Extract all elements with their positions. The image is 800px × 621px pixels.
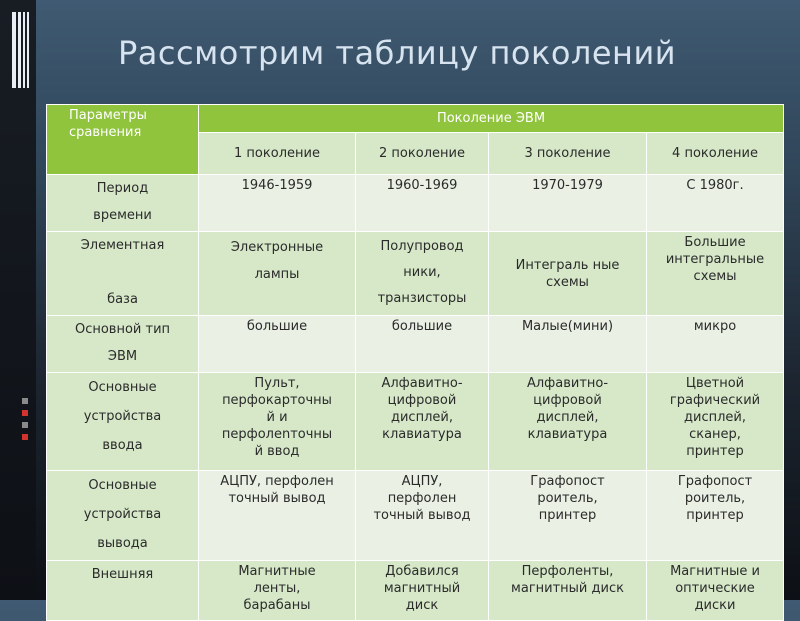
header-params: Параметры сравнения — [47, 105, 199, 175]
table-cell: Графопост роитель, принтер — [489, 471, 647, 561]
table-cell: АЦПУ, перфолен точный вывод — [199, 471, 356, 561]
table-cell: Магнитные и оптические диски — [647, 561, 784, 621]
row-label: Период времени — [47, 175, 199, 232]
table-row — [47, 316, 784, 373]
decor-square — [22, 434, 28, 440]
table-row — [47, 373, 784, 471]
decor-stripe — [12, 12, 16, 88]
decor-stripe — [18, 12, 21, 88]
table-row — [47, 561, 784, 621]
table-cell: Графопост роитель, принтер — [647, 471, 784, 561]
generations-table — [46, 104, 784, 621]
table-cell: Алфавитно- цифровой дисплей, клавиатура — [356, 373, 489, 471]
table-cell: большие — [356, 316, 489, 373]
table-cell: Добавился магнитный диск — [356, 561, 489, 621]
subheader-gen-4: 4 поколение — [647, 133, 784, 175]
row-label: Основные устройства вывода — [47, 471, 199, 561]
subheader-gen-2: 2 поколение — [356, 133, 489, 175]
table-cell: Большие интегральные схемы — [647, 232, 784, 316]
row-label: Элементная база — [47, 232, 199, 316]
table-row — [47, 175, 784, 232]
row-label: Внешняя — [47, 561, 199, 621]
left-decor-band — [0, 0, 36, 600]
table-row — [47, 232, 784, 316]
row-label: Основные устройства ввода — [47, 373, 199, 471]
subheader-gen-3: 3 поколение — [489, 133, 647, 175]
table-cell: большие — [199, 316, 356, 373]
table-cell: микро — [647, 316, 784, 373]
table-cell: Интеграль ные схемы — [489, 232, 647, 316]
table-cell: 1970-1979 — [489, 175, 647, 232]
decor-square — [22, 422, 28, 428]
table-cell: Алфавитно- цифровой дисплей, клавиатура — [489, 373, 647, 471]
table-cell: Магнитные ленты, барабаны — [199, 561, 356, 621]
subheader-gen-1: 1 поколение — [199, 133, 356, 175]
table-cell: 1946-1959 — [199, 175, 356, 232]
decor-square — [22, 398, 28, 404]
table-cell: Малые(мини) — [489, 316, 647, 373]
decor-stripe — [23, 12, 25, 88]
table-cell: Перфоленты, магнитный диск — [489, 561, 647, 621]
table-row — [47, 471, 784, 561]
table-cell: Пульт, перфокарточны й и перфолenточны й ввод — [199, 373, 356, 471]
decor-stripe — [27, 12, 29, 88]
table-cell: 1960-1969 — [356, 175, 489, 232]
row-label: Основной тип ЭВМ — [47, 316, 199, 373]
slide-title: Рассмотрим таблицу поколений — [118, 34, 677, 72]
decor-square — [22, 410, 28, 416]
table-cell: Цветной графический дисплей, сканер, принтер — [647, 373, 784, 471]
table-cell: Электронные лампы — [199, 232, 356, 316]
header-generation: Поколение ЭВМ — [199, 105, 784, 133]
table-cell: С 1980г. — [647, 175, 784, 232]
table-cell: АЦПУ, перфолен точный вывод — [356, 471, 489, 561]
table-cell: Полупровод ники, транзисторы — [356, 232, 489, 316]
